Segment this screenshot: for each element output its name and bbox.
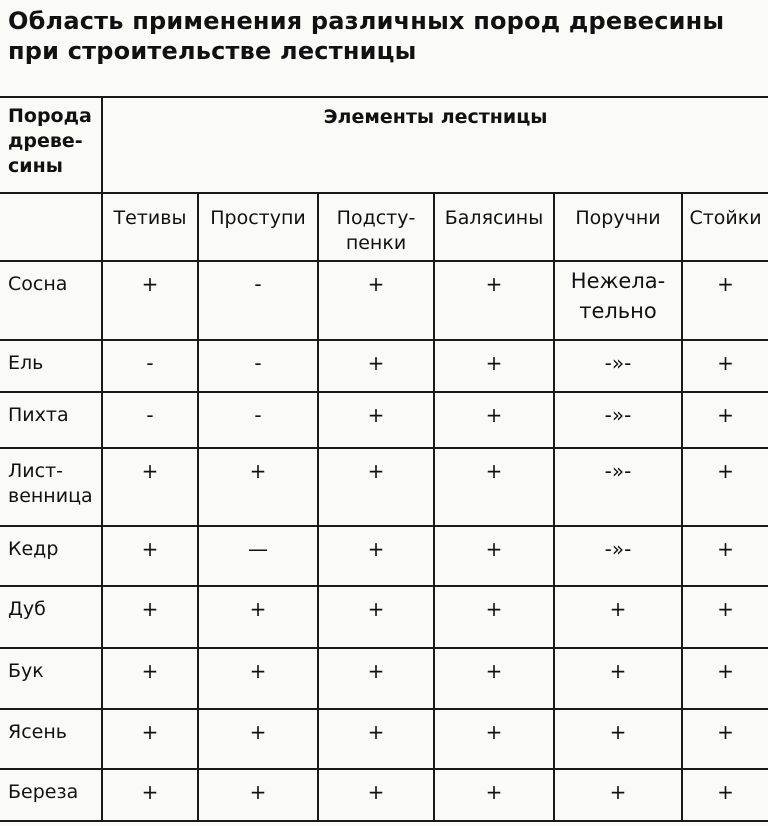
table-cell: -»- <box>554 448 682 526</box>
table-cell: + <box>682 648 768 708</box>
species-name <box>0 392 102 448</box>
table-cell: + <box>198 648 318 708</box>
table-cell: + <box>682 448 768 526</box>
table-row <box>0 586 768 648</box>
column-header-line: Балясины <box>444 207 544 230</box>
species-name-line: Ясень <box>8 720 67 743</box>
column-header <box>554 193 682 261</box>
column-header-line: Проступи <box>210 207 306 230</box>
species-header-line: древе- <box>8 130 83 152</box>
species-name <box>0 648 102 708</box>
table-row <box>0 526 768 586</box>
species-name <box>0 709 102 769</box>
table-row <box>0 340 768 392</box>
species-name-line: Сосна <box>8 273 68 296</box>
column-header-line: Подсту- <box>336 207 416 230</box>
species-name <box>0 261 102 339</box>
column-header-line: Тетивы <box>113 207 187 230</box>
table-cell: + <box>102 261 198 339</box>
table-cell: -»- <box>554 526 682 586</box>
table-cell: -»- <box>554 340 682 392</box>
table-cell: - <box>102 392 198 448</box>
title-line-1: Область применения различных пород древесины <box>8 7 725 35</box>
table-cell: + <box>318 261 434 339</box>
wood-usage-table <box>0 96 768 822</box>
table-cell: + <box>434 448 554 526</box>
table-cell: + <box>554 648 682 708</box>
table-cell: + <box>682 340 768 392</box>
table-cell: + <box>102 769 198 821</box>
table-cell: + <box>682 709 768 769</box>
table-cell: - <box>198 392 318 448</box>
column-header <box>102 193 198 261</box>
column-header <box>318 193 434 261</box>
table-cell: + <box>434 261 554 339</box>
table-cell: + <box>434 340 554 392</box>
column-header <box>434 193 554 261</box>
header-row-1 <box>0 97 768 193</box>
table-row <box>0 769 768 821</box>
header-row-2 <box>0 193 768 261</box>
table-cell: - <box>198 340 318 392</box>
species-name-line: Ель <box>8 351 44 374</box>
table-cell: + <box>318 648 434 708</box>
table-cell: + <box>434 709 554 769</box>
table-cell: + <box>318 526 434 586</box>
table-cell: + <box>198 769 318 821</box>
table-cell: - <box>102 340 198 392</box>
table-cell: + <box>434 769 554 821</box>
table-row <box>0 261 768 339</box>
table-cell: + <box>102 586 198 648</box>
table-cell: — <box>198 526 318 586</box>
table-cell: + <box>682 526 768 586</box>
species-name <box>0 340 102 392</box>
table-cell: + <box>318 340 434 392</box>
species-header-line: сины <box>8 155 63 177</box>
species-name-line: Пихта <box>8 403 69 426</box>
table-cell: + <box>102 526 198 586</box>
table-cell: + <box>102 448 198 526</box>
page-title <box>8 6 758 66</box>
elements-header: Элементы лестницы <box>102 97 768 193</box>
species-name-line: Дуб <box>8 598 46 621</box>
column-header <box>198 193 318 261</box>
table-cell: + <box>682 769 768 821</box>
table-cell: Нежела- тельно <box>554 261 682 339</box>
species-name-line: Береза <box>8 780 79 803</box>
title-line-2: при строительстве лестницы <box>8 37 417 65</box>
table-cell: + <box>102 709 198 769</box>
table-row <box>0 448 768 526</box>
table-cell: + <box>434 586 554 648</box>
species-header <box>0 97 102 193</box>
table-cell: -»- <box>554 392 682 448</box>
species-header-line: Порода <box>8 105 92 127</box>
table-cell: + <box>554 709 682 769</box>
table-cell: + <box>682 392 768 448</box>
table-cell: + <box>682 261 768 339</box>
species-name <box>0 769 102 821</box>
table-row <box>0 392 768 448</box>
table-cell: + <box>434 648 554 708</box>
table-cell: + <box>554 769 682 821</box>
table-cell: + <box>318 769 434 821</box>
species-name-line: Бук <box>8 660 44 683</box>
table-cell: - <box>198 261 318 339</box>
species-name <box>0 586 102 648</box>
table-cell: + <box>682 586 768 648</box>
table-cell: + <box>198 709 318 769</box>
table-cell: + <box>318 709 434 769</box>
column-header-line: пенки <box>345 232 407 255</box>
species-name-line: венница <box>8 484 93 507</box>
species-name <box>0 526 102 586</box>
table-row <box>0 709 768 769</box>
table-cell: + <box>198 586 318 648</box>
empty-header-cell <box>0 193 102 261</box>
table-cell: + <box>434 392 554 448</box>
species-name-line: Кедр <box>8 538 59 561</box>
species-name-line: Лист- <box>8 459 64 482</box>
table-cell: + <box>318 586 434 648</box>
table-row <box>0 648 768 708</box>
column-header-line: Стойки <box>689 207 762 230</box>
table-cell: + <box>198 448 318 526</box>
column-header-line: Поручни <box>575 207 661 230</box>
column-header <box>682 193 768 261</box>
table-cell: + <box>554 586 682 648</box>
table-cell: + <box>318 392 434 448</box>
table-cell: + <box>434 526 554 586</box>
table-cell: + <box>318 448 434 526</box>
species-name <box>0 448 102 526</box>
table-cell: + <box>102 648 198 708</box>
